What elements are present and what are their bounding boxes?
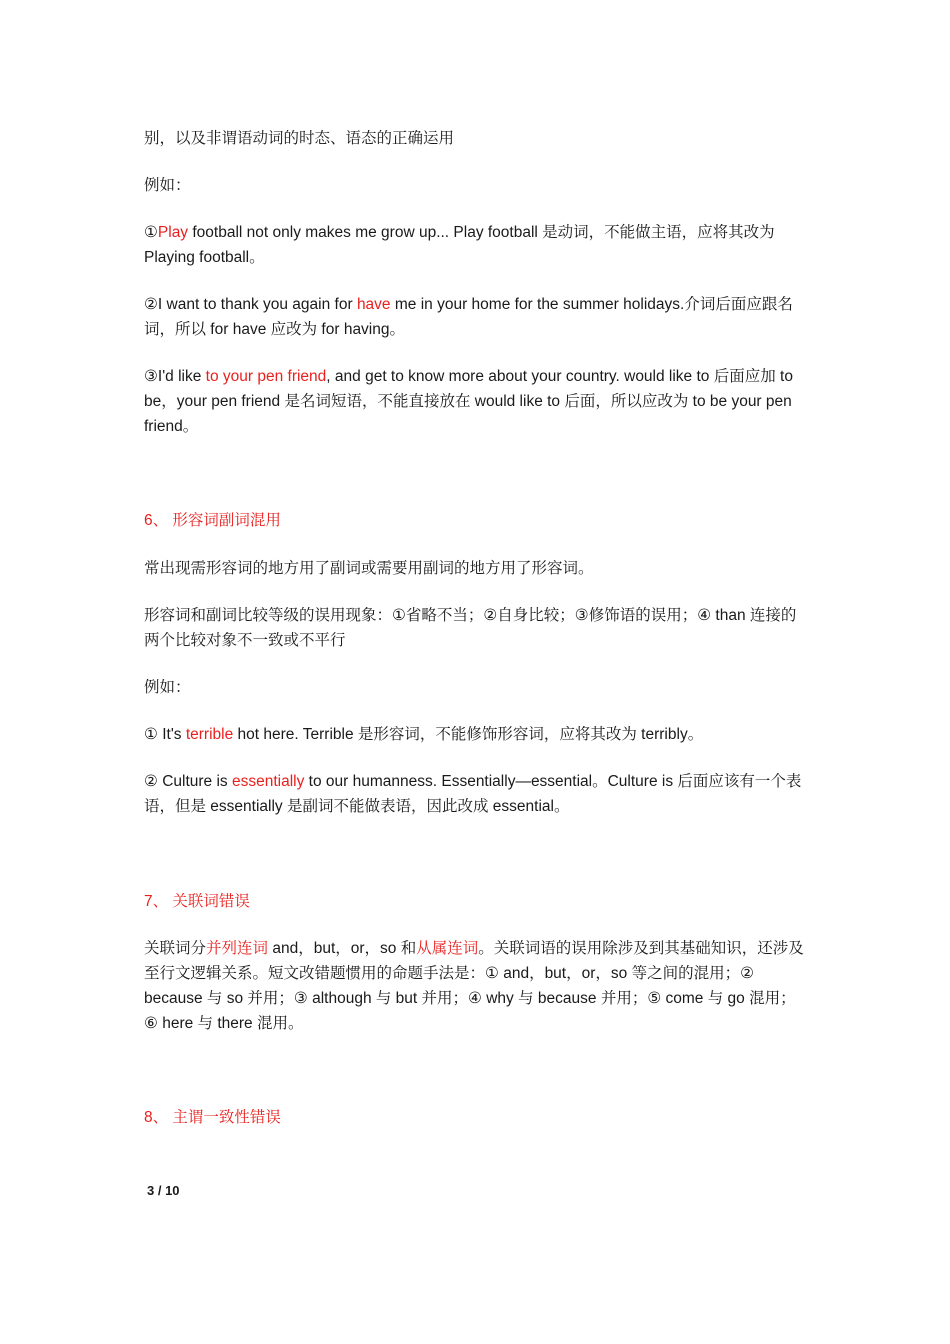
paragraph-section6-2 — [144, 603, 808, 653]
error-highlight: terrible — [185, 726, 234, 743]
heading-text: 6、 形容词副词混用 — [144, 512, 281, 529]
paragraph-example-3 — [144, 364, 808, 439]
text-run: hot here. Terrible 是形容词，不能修饰形容词，应将其改为 terribly。 — [233, 726, 704, 743]
section-heading-7 — [144, 889, 808, 914]
text-run: , and get to know more about your country. would like to 后面应加 to be，your pen friend 是名词短语，不能直接放在 would like to 后面，所以应改为 to be your pen friend。 — [144, 368, 793, 435]
error-highlight: essentially — [231, 773, 305, 790]
text-run: ②I want to thank you again for — [144, 296, 357, 313]
paragraph-example-2 — [144, 292, 808, 342]
text-run: ① It's — [144, 726, 186, 743]
text-run: 关联词分 — [144, 940, 207, 957]
heading-text: 7、 关联词错误 — [144, 893, 250, 910]
text-run: 。关联词语的误用除涉及到其基础知识，还涉及至行文逻辑关系。短文改错题惯用的命题手法是：① and，but，or，so 等之间的混用；② because 与 so 并用；③ although 与 but 并用；④ why 与 because 并用；⑤ come 与 go 混用；⑥ here 与 there 混用。 — [144, 940, 804, 1032]
text-run: to our humanness. Essentially—essential。Culture is 后面应该有一个表语，但是 essentially 是副词不能做表语，因此改成 essential。 — [144, 773, 802, 815]
error-highlight: Play — [157, 224, 189, 241]
text-run: ③I'd like — [144, 368, 206, 385]
paragraph-example-label — [144, 173, 808, 198]
text-run: me in your home for the summer holidays.介词后面应跟名词，所以 for have 应改为 for having。 — [144, 296, 793, 338]
paragraph-intro — [144, 126, 808, 151]
paragraph-section7 — [144, 936, 808, 1036]
paragraph-section6-example-2 — [144, 769, 808, 819]
error-highlight: to your pen friend — [205, 368, 327, 385]
heading-text: 8、 主谓一致性错误 — [144, 1109, 281, 1126]
text-line: 例如： — [144, 177, 191, 194]
text-run: football not only makes me grow up... Play football 是动词，不能做主语，应将其改为 Playing football。 — [144, 224, 775, 266]
term-highlight: 并列连词 — [206, 940, 269, 957]
text-run: ① — [144, 224, 158, 241]
text-line: 形容词和副词比较等级的误用现象：①省略不当；②自身比较；③修饰语的误用；④ than 连接的两个比较对象不一致或不平行 — [144, 607, 797, 649]
paragraph-section6-example-label — [144, 675, 808, 700]
text-line: 别，以及非谓语动词的时态、语态的正确运用 — [144, 130, 455, 147]
page-number: 3 / 10 — [147, 1183, 180, 1198]
text-run: ② Culture is — [144, 773, 232, 790]
paragraph-section6-1 — [144, 556, 808, 581]
paragraph-example-1 — [144, 220, 808, 270]
text-run: and，but，or，so 和 — [268, 940, 417, 957]
text-line: 例如： — [144, 679, 191, 696]
section-heading-6 — [144, 508, 808, 533]
error-highlight: have — [356, 296, 391, 313]
paragraph-section6-example-1 — [144, 722, 808, 747]
section-heading-8 — [144, 1105, 808, 1130]
text-line: 常出现需形容词的地方用了副词或需要用副词的地方用了形容词。 — [144, 560, 594, 577]
term-highlight: 从属连词 — [416, 940, 479, 957]
